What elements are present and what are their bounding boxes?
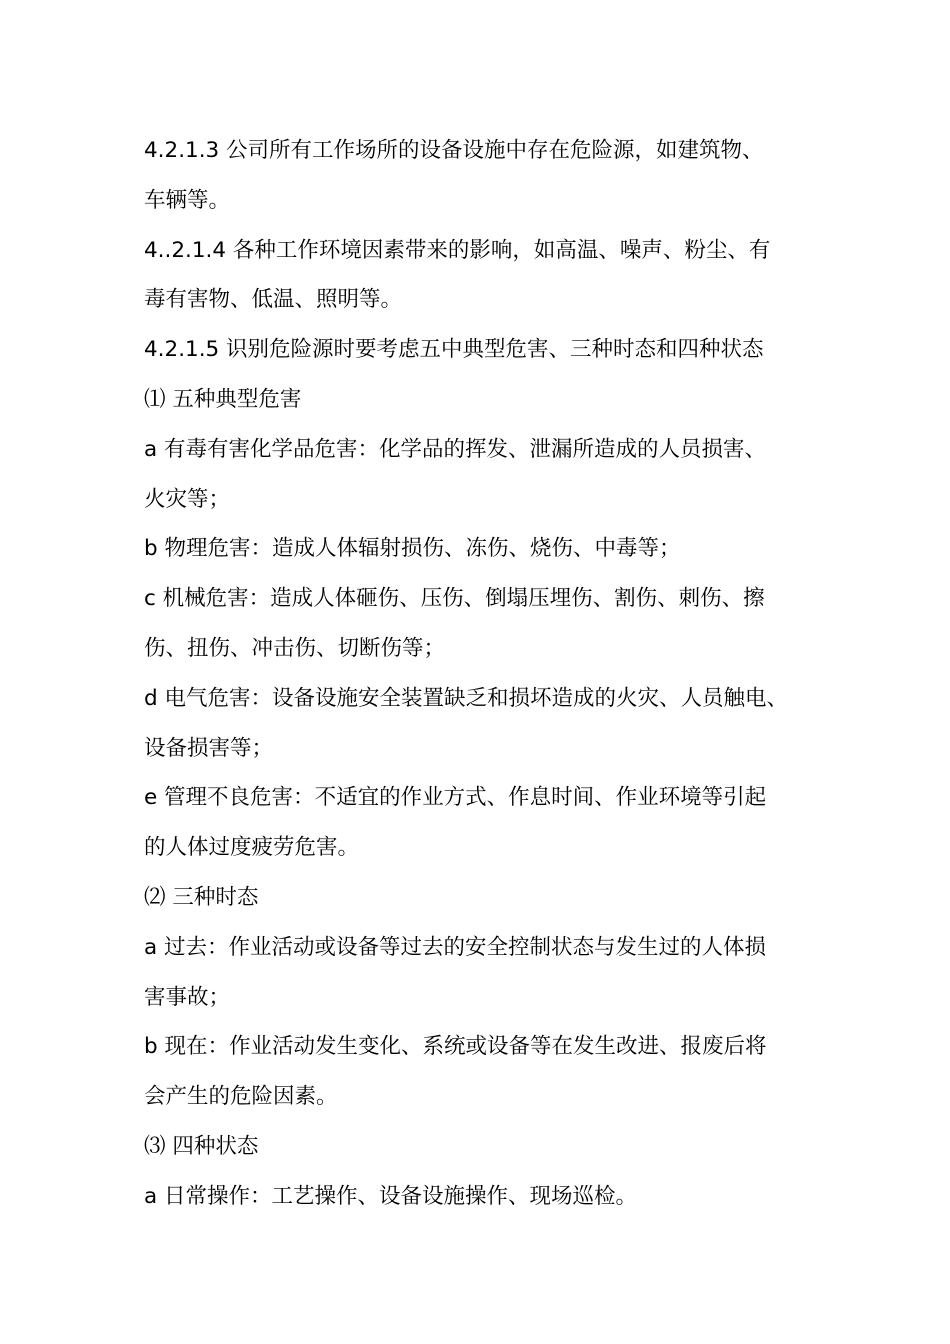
- hazard-e-line-1: e 管理不良危害：不适宜的作业方式、作息时间、作业环境等引起: [144, 785, 767, 811]
- paragraph-4-2-1-3-line-1: 4.2.1.3 公司所有工作场所的设备设施中存在危险源，如建筑物、: [144, 138, 764, 163]
- tense-a-line-2: 害事故；: [144, 984, 231, 1010]
- paragraph-4-2-1-4-line-2: 毒有害物、低温、照明等。: [144, 287, 403, 313]
- state-a: a 日常操作：工艺操作、设备设施操作、现场巡检。: [144, 1183, 638, 1209]
- hazard-a-line-2: 火灾等；: [144, 486, 231, 512]
- hazard-d-line-1: d 电气危害：设备设施安全装置缺乏和损坏造成的火灾、人员触电、: [144, 685, 788, 711]
- hazard-b: b 物理危害：造成人体辐射损伤、冻伤、烧伤、中毒等；: [144, 536, 681, 562]
- paragraph-4-2-1-5: 4.2.1.5 识别危险源时要考虑五中典型危害、三种时态和四种状态: [144, 337, 764, 363]
- heading-five-typical-hazards: ⑴ 五种典型危害: [144, 386, 302, 412]
- hazard-e-line-2: 的人体过度疲劳危害。: [144, 835, 360, 861]
- hazard-c-line-2: 伤、扭伤、冲击伤、切断伤等；: [144, 635, 446, 661]
- document-body: [144, 126, 834, 1222]
- hazard-c-line-1: c 机械危害：造成人体砸伤、压伤、倒塌压埋伤、割伤、刺伤、擦: [144, 586, 765, 612]
- tense-b-line-2: 会产生的危险因素。: [144, 1084, 338, 1110]
- hazard-d-line-2: 设备损害等；: [144, 735, 274, 761]
- tense-a-line-1: a 过去：作业活动或设备等过去的安全控制状态与发生过的人体损: [144, 934, 767, 960]
- tense-b-line-1: b 现在：作业活动发生变化、系统或设备等在发生改进、报废后将: [144, 1034, 767, 1060]
- heading-three-tenses: ⑵ 三种时态: [144, 884, 259, 910]
- paragraph-4-2-1-4-line-1: 4..2.1.4 各种工作环境因素带来的影响，如高温、噪声、粉尘、有: [144, 237, 771, 263]
- hazard-a-line-1: a 有毒有害化学品危害：化学品的挥发、泄漏所造成的人员损害、: [144, 436, 767, 462]
- heading-four-states: ⑶ 四种状态: [144, 1133, 259, 1159]
- paragraph-4-2-1-3-line-2: 车辆等。: [144, 187, 231, 213]
